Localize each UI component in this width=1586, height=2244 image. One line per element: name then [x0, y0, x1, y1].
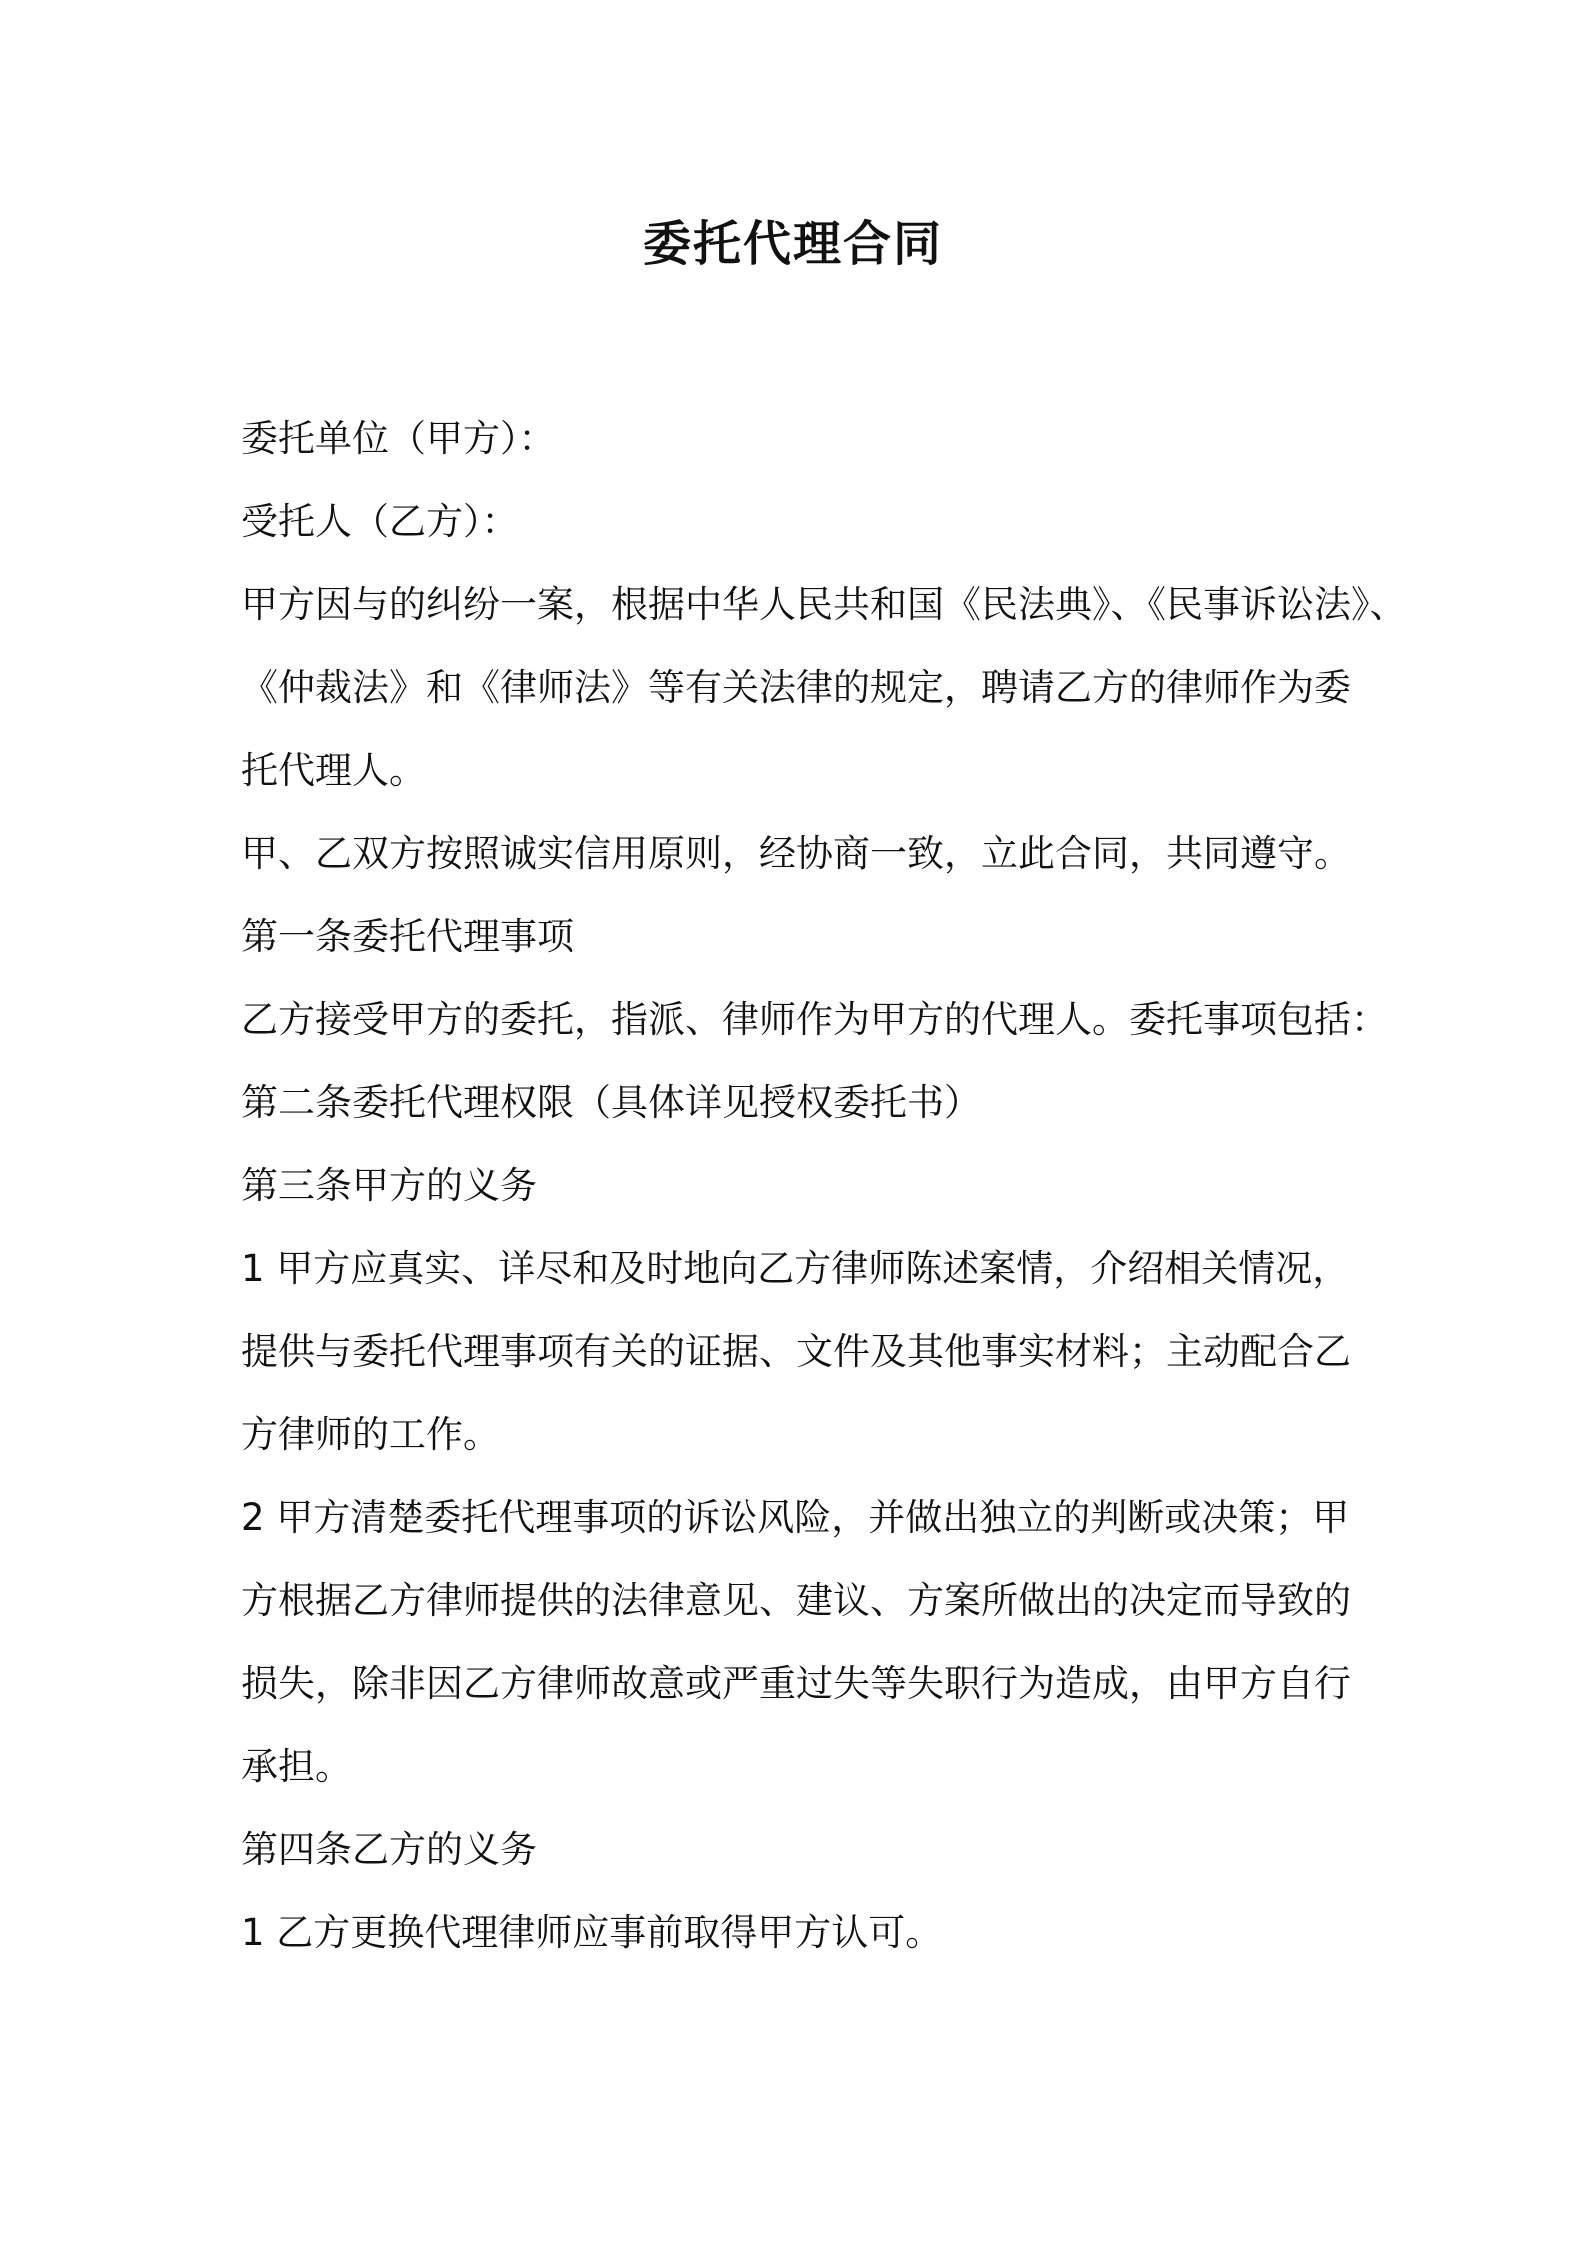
article-3-clause-2-line-1: 2 甲方清楚委托代理事项的诉讼风险，并做出独立的判断或决策；甲: [241, 1496, 1350, 1539]
preamble-line-2: 《仲裁法》和《律师法》等有关法律的规定，聘请乙方的律师作为委: [241, 666, 1351, 709]
article-3-clause-2-line-3: 损失，除非因乙方律师故意或严重过失等失职行为造成，由甲方自行: [241, 1662, 1351, 1705]
party-a-line: 委托单位（甲方）：: [241, 417, 556, 460]
article-3-clause-1-line-3: 方律师的工作。: [241, 1413, 500, 1456]
article-1-text: 乙方接受甲方的委托，指派、律师作为甲方的代理人。委托事项包括：: [241, 998, 1388, 1041]
preamble-line-3: 托代理人。: [241, 749, 426, 792]
article-2-heading: 第二条委托代理权限（具体详见授权委托书）: [241, 1081, 981, 1124]
article-3-clause-1-line-2: 提供与委托代理事项有关的证据、文件及其他事实材料；主动配合乙: [241, 1330, 1351, 1373]
article-3-clause-1-line-1: 1 甲方应真实、详尽和及时地向乙方律师陈述案情，介绍相关情况，: [241, 1247, 1350, 1290]
article-4-heading: 第四条乙方的义务: [241, 1828, 537, 1871]
article-3-clause-2-line-4: 承担。: [241, 1745, 352, 1788]
article-3-heading: 第三条甲方的义务: [241, 1164, 537, 1207]
document-body: [241, 397, 1407, 1974]
agreement-statement: 甲、乙双方按照诚实信用原则，经协商一致，立此合同，共同遵守。: [241, 832, 1351, 875]
article-1-heading: 第一条委托代理事项: [241, 915, 574, 958]
document-title: 委托代理合同: [642, 216, 943, 272]
article-4-clause-1: 1 乙方更换代理律师应事前取得甲方认可。: [241, 1911, 943, 1954]
party-b-line: 受托人（乙方）：: [241, 500, 519, 543]
article-3-clause-2-line-2: 方根据乙方律师提供的法律意见、建议、方案所做出的决定而导致的: [241, 1579, 1351, 1622]
preamble-line-1: 甲方因与的纠纷一案，根据中华人民共和国《民法典》、《民事诉讼法》、: [241, 583, 1407, 626]
